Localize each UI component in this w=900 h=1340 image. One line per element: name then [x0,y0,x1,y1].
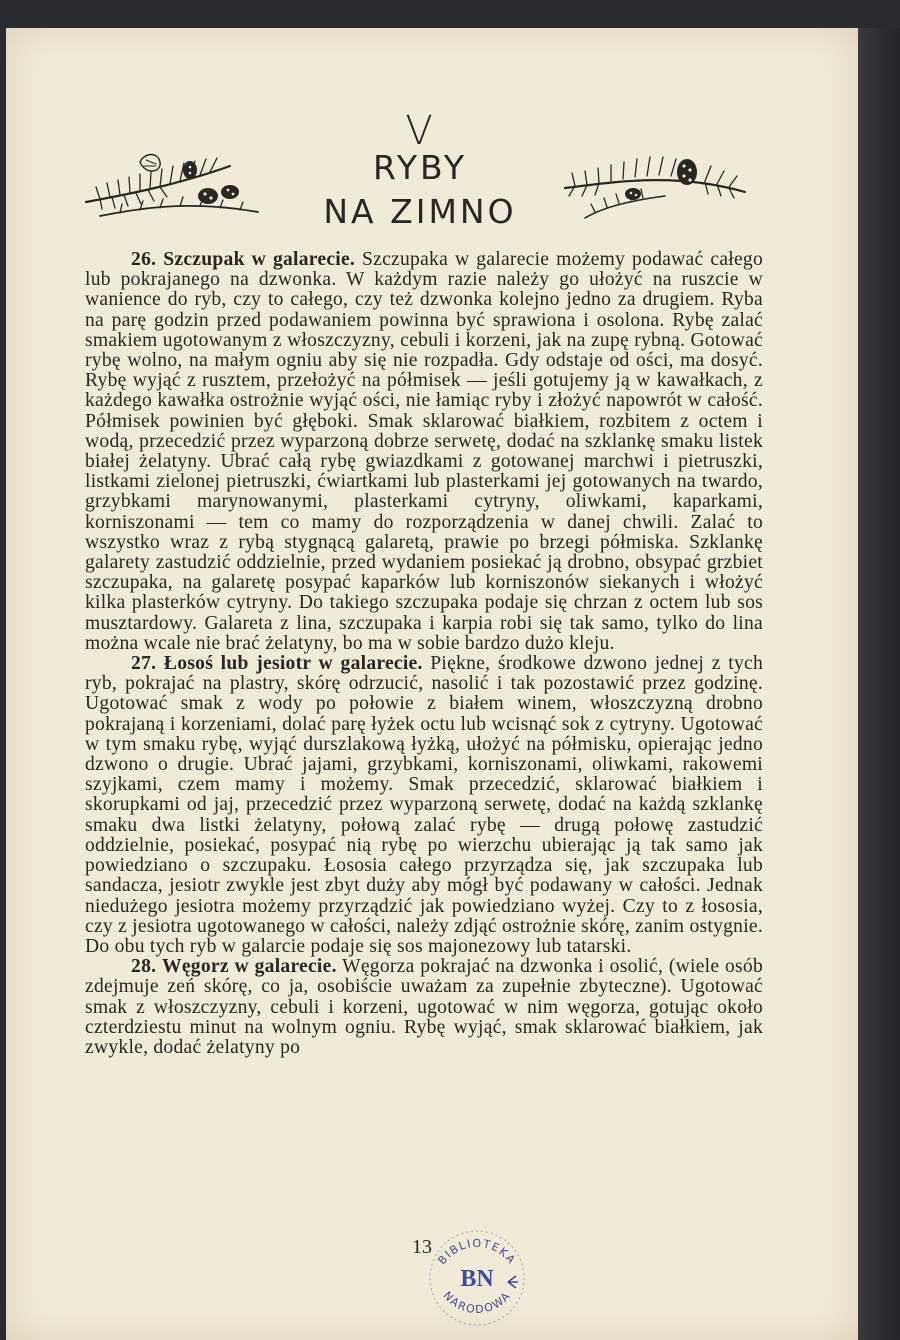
svg-text:NARODOWA: NARODOWA [440,1288,514,1317]
recipe-title: Łosoś lub jesiotr w galarecie. [163,653,423,675]
fir-branch-ornament-icon [545,136,755,226]
recipe-number: 28. [131,956,157,978]
chapter-title-line-2: NA ZIMNO [323,192,517,231]
recipe-number: 26. [131,249,157,270]
svg-text:BIBLIOTEKA: BIBLIOTEKA [435,1236,519,1267]
recipe-title: Węgorz w galarecie. [162,956,337,978]
recipe-28 [85,957,763,1058]
recipe-body: Węgorza pokrajać na dzwonka i osolić, (wiele osób zdejmuje zeń skórę, co ja, osobiście uważam za zupełnie zbyteczne). Ugotować smak z włoszczyzny, cebuli i korzeni, ugotować w nim węgorza, gotując około czterdziestu minut na wolnym ogniu. Rybę wyjąć, smak sklarować białkiem, jak zwykle, dodać żelatyny po [85,956,764,1058]
svg-text:BN: BN [460,1266,494,1292]
recipe-number: 27. [131,653,157,675]
recipe-title: Szczupak w galarecie. [163,249,356,270]
page-number: 13 [412,1236,432,1258]
recipe-body: Szczupaka w galarecie możemy podawać całego lub pokrajanego na dzwonka. W każdym razie należy go ułożyć na ruszcie w wanience do ryb, czy to całego, czy też dzwonka kolejno jedno za drugiem. Ryba na parę godzin przed podawaniem powinna być sprawiona i osolona. Rybę zalać smakiem ugotowanym z włoszczyzny, cebuli i korzeni, jak na zupę rybną. Gotować rybę wolno, na małym ogniu aby się nie rozpadła. Gdy odstaje od ości, ma dosyć. Rybę wyjąć z rusztem, przełożyć na półmisek — jeśli gotujemy ją w kawałkach, z każdego kawałka ostrożnie wyjąć ości, nie łamiąc ryby i złożyć napowrót w całość. Półmisek powinien być głęboki. Smak sklarować białkiem, rozbitem z octem i wodą, przecedzić przez wyparzoną dobrze serwetę, dodać na szklankę smaku listek białej żelatyny. Ubrać całą rybę gwiazdkami z gotowanej marchwi i pietruszki, listkami zielonej pietruszki, ćwiartkami lub plasterkami jej gotowanych na twardo, grzybkami marynowanymi, plasterkami cytryny, oliwkami, kaparkami, korniszonami — tem co mamy do rozporządzenia w danej chwili. Zalać to wszystko wraz z rybą stygnącą galaretą, prawie po brzegi półmiska. Szklankę galarety zastudzić oddzielnie, przed wydaniem posiekać ją drobno, obsypać grzbiet szczupaka, na galaretę posypać kaparków lub korniszonów siekanych i włożyć kilka plasterków cytryny. Do takiego szczupaka podaje się chrzan z octem lub sos musztardowy. Galareta z lina, szczupaka i karpia robi się tak samo, tylko do lina można wcale nie brać żelatyny, bo ma w sobie bardzo dużo kleju. [85,249,763,654]
recipe-26 [85,250,763,654]
library-stamp-icon [422,1220,532,1330]
fir-branch-ornament-icon [80,136,270,226]
recipe-text-block [85,250,763,1058]
page-edge [858,28,900,1340]
recipe-27 [85,654,763,957]
chapter-number: V [405,108,435,154]
recipe-body: Piękne, środkowe dzwono jednej z tych ryb, pokrajać na plastry, skórę odrzucić, nasolić i tak pozostawić przez godzinę. Ugotować smak z wody po połowie z białem winem, włoszczyzną drobno pokrajaną i korzeniami, dolać parę łyżek octu lub wcisnąć sok z cytryny. Ugotować w tym smaku rybę, wyjąć durszlakową łyżką, ułożyć na półmisku, opierając jedno dzwono o drugie. Ubrać jajami, grzybkami, korniszonami, oliwkami, rakowemi szyjkami, czem mamy i możemy. Smak przecedzić, sklarować białkiem i skorupkami od jaj, przecedzić przez wyparzoną serwetę, dodać na każdą szklankę smaku dwa listki żelatyny, połową zalać rybę — drugą połowę zastudzić oddzielnie, posiekać, posypać nią rybę po wierzchu ubierając ją tak samo jak powiedziano o szczupaku. Łososia całego przyrządza się, jak szczupaka lub sandacza, jesiotr zwykle jest zbyt duży aby mógł być podawany w całości. Jednak niedużego jesiotra możemy przyrządzić jak powiedziano wyżej. Czy to z łososia, czy z jesiotra ugotowanego w całości, należy zdjąć ostrożnie skórę, zanim ostygnie. Do obu tych ryb w galarcie podaje się sos majonezowy lub tatarski. [85,653,763,957]
chapter-title-line-1: RYBY [373,148,467,187]
